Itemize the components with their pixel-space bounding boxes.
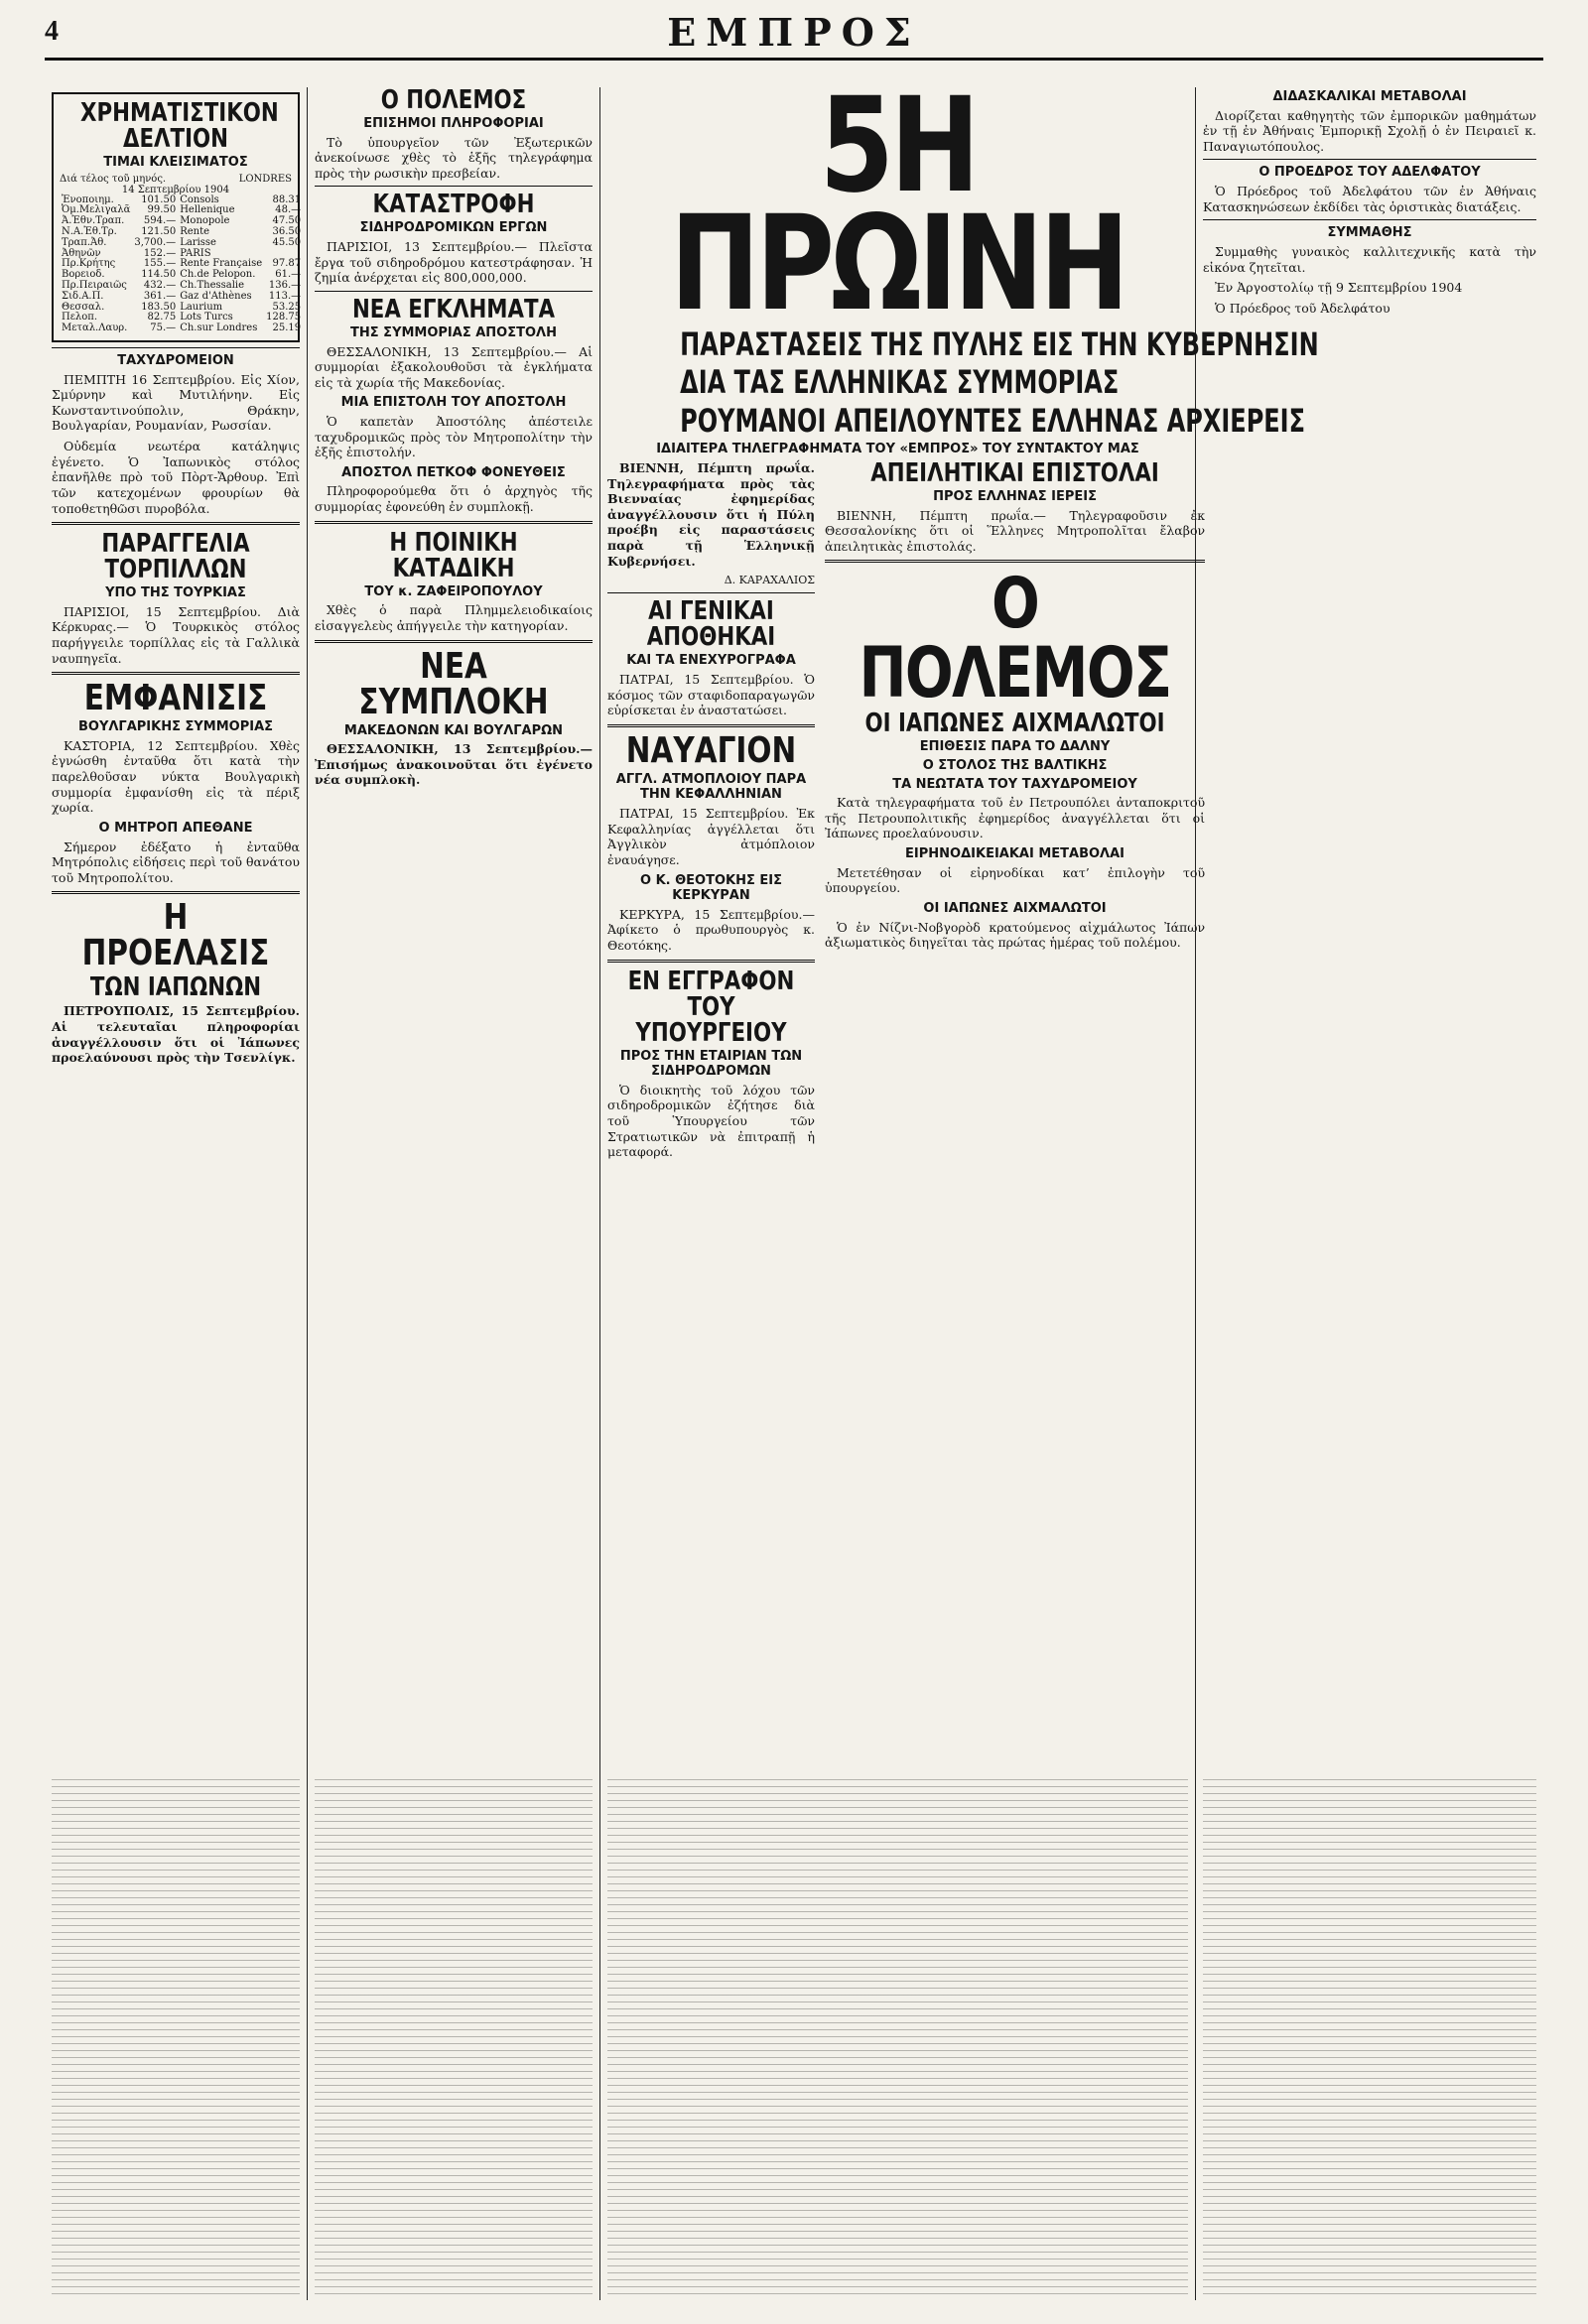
letters-subtitle: ΠΡΟΣ ΕΛΛΗΝΑΣ ΙΕΡΕΙΣ — [933, 488, 1097, 504]
dense-text-lines — [607, 1779, 1188, 2295]
section-divider — [1203, 159, 1536, 160]
kerkyra-text: ΚΕΡΚΥΡΑ, 15 Σεπτεμβρίου.— Ἀφίκετο ὁ πρωθυπουργὸς κ. Θεοτόκης. — [607, 906, 815, 953]
rate-label: Σιδ.Α.Π. — [62, 290, 104, 302]
rate-value: 88.31 — [272, 194, 302, 205]
section-divider — [52, 522, 300, 525]
death-title: Ο ΜΗΤΡΟΠ ΑΠΕΘΑΝΕ — [98, 820, 253, 836]
page-number: 4 — [45, 16, 59, 47]
masthead — [45, 8, 1543, 61]
rate-label: Ἀ.Ἐθν.Τραπ. — [62, 215, 125, 227]
killed-text: Πληροφορούμεθα ὅτι ὁ ἀρχηγὸς τῆς συμμορίας ἐφονεύθη ἐν συμπλοκῇ. — [315, 483, 593, 515]
advance-title: Η ΠΡΟΕΛΑΣΙΣ — [81, 897, 270, 974]
rate-label: Πρ.Κρήτης — [62, 258, 116, 270]
column-war-news — [308, 87, 600, 2300]
rate-label: Πελοπ. — [62, 312, 98, 323]
advance-subtitle: ΤΩΝ ΙΑΠΩΝΩΝ — [89, 972, 262, 1003]
rate-value: 47.50 — [272, 215, 302, 227]
prisoners-title: ΟΙ ΙΑΠΩΝΕΣ ΑΙΧΜΑΛΩΤΟΙ — [864, 709, 1165, 739]
rate-value: 121.50 — [141, 225, 177, 237]
rate-label: Μεταλ.Λαυρ. — [62, 323, 128, 334]
rate-value: 36.50 — [272, 225, 302, 237]
dalny-attack-label: ΕΠΙΘΕΣΙΣ ΠΑΡΑ ΤΟ ΔΑΛΝΥ — [919, 739, 1111, 755]
section-divider — [315, 186, 593, 187]
rate-label: Ἀθηνῶν — [62, 247, 101, 259]
rate-label: Θεσσαλ. — [62, 301, 105, 313]
rate-label: Consols — [180, 194, 219, 205]
official-info-label: ΕΠΙΣΗΜΟΙ ΠΛΗΡΟΦΟΡΙΑΙ — [363, 116, 544, 131]
rate-label: Larisse — [180, 236, 216, 248]
market-date: 14 Σεπτεμβρίου 1904 — [121, 184, 230, 195]
rate-value: 25.19 — [272, 323, 302, 334]
clash-text: ΘΕΣΣΑΛΟΝΙΚΗ, 13 Σεπτεμβρίου.— Ἐπισήμως ἀνακοινοῦται ὅτι ἐγένετο νέα συμπλοκὴ. — [315, 741, 593, 788]
rate-row — [60, 292, 303, 303]
letters-title: ΑΠΕΙΛΗΤΙΚΑΙ ΕΠΙΣΤΟΛΑΙ — [870, 457, 1159, 488]
section-divider — [607, 592, 815, 593]
section-divider — [315, 291, 593, 292]
gang-label: ΤΗΣ ΣΥΜΜΟΡΙΑΣ ΑΠΟΣΤΟΛΗ — [350, 324, 557, 340]
left-subcolumn — [607, 460, 815, 1165]
rate-value: 99.50 — [147, 204, 177, 216]
rate-label: Πρ.Πειραιῶς — [62, 279, 127, 291]
rate-value: 155.— — [143, 258, 177, 270]
destruction-text: ΠΑΡΙΣΙΟΙ, 13 Σεπτεμβρίου.— Πλεῖστα ἔργα τοῦ σιδηροδρόμου κατεστράφησαν. Ἡ ζημία ἀνέρχεται εἰς 800,000,000. — [315, 239, 593, 286]
section-divider — [52, 347, 300, 348]
decree-text: Ὁ Πρόεδρος τοῦ Ἀδελφάτου τῶν ἐν Ἀθήναις Κατασκηνώσεων ἐκδίδει τὰς ὁριστικὰς διατάξεις. — [1203, 184, 1536, 214]
wreck-title: ΝΑΥΑΓΙΟΝ — [625, 729, 797, 771]
teacher-changes-title: ΔΙΔΑΣΚΑΛΙΚΑΙ ΜΕΤΑΒΟΛΑΙ — [1272, 89, 1467, 104]
peace-text: Μετετέθησαν οἱ εἰρηνοδίκαι κατ’ ἐπιλογὴν τοῦ ὑπουργείου. — [825, 864, 1206, 896]
war-news-text: Οὐδεμία νεωτέρα κατάληψις ἐγένετο. Ὁ Ἰαπωνικὸς στόλος ἐπανῆλθε πρὸ τοῦ Πὸρτ-Ἄρθουρ. Ἐπὶ τῶν κατεχομένων φρουρίων θὰ τοποθετηθῶσι πυροβόλα. — [52, 439, 300, 516]
rate-value: 3,700.— — [134, 236, 177, 248]
rate-label: Βορειοδ. — [62, 269, 105, 281]
rate-label: Ch.Thessalie — [180, 279, 245, 291]
notice-title: ΣΥΜΜΑΘΗΣ — [1327, 225, 1412, 241]
london-label: LONDRES — [238, 173, 292, 185]
rate-value: 45.50 — [272, 236, 302, 248]
rate-value: 152.— — [143, 247, 177, 259]
telegram-source: ΙΔΙΑΙΤΕΡΑ ΤΗΛΕΓΡΑΦΗΜΑΤΑ ΤΟΥ «ΕΜΠΡΟΣ» ΤΟΥ ΣΥΝΤΑΚΤΟΥ ΜΑΣ — [656, 442, 1139, 457]
decree-title: Ο ΠΡΟΕΔΡΟΣ ΤΟΥ ΑΔΕΛΦΑΤΟΥ — [1258, 165, 1481, 181]
torpedo-subtitle: ΥΠΟ ΤΗΣ ΤΟΥΡΚΙΑΣ — [105, 585, 246, 601]
letter-text: Ὁ καπετὰν Ἀποστόλης ἀπέστειλε ταχυδρομικῶς πρὸς τὸν Μητροπολίτην τὴν ἑξῆς ἐπιστολήν. — [315, 414, 593, 460]
rate-value: 61.— — [275, 269, 302, 281]
crimes-text: ΘΕΣΣΑΛΟΝΙΚΗ, 13 Σεπτεμβρίου.— Αἱ συμμορίαι ἐξακολουθοῦσι τὰ ἐγκλήματα εἰς τὰ χωρία τῆς Μακεδονίας. — [315, 343, 593, 390]
appearance-text: ΚΑΣΤΟΡΙΑ, 12 Σεπτεμβρίου. Χθὲς ἐγνώσθη ἐνταῦθα ὅτι κατὰ τὴν παρελθοῦσαν νύκτα Βουλγαρικὴ συμμορία ἐμφανίσθη εἰς τὰ πέριξ χωρία. — [52, 737, 300, 816]
torpedo-title: ΠΑΡΑΓΓΕΛΙΑ ΤΟΡΠΙΛΛΩΝ — [101, 529, 250, 585]
rate-value: 75.— — [150, 323, 177, 334]
death-text: Σήμερον ἐδέξατο ἡ ἐνταῦθα Μητρόπολις εἰδήσεις περὶ τοῦ θανάτου τοῦ Μητροπολίτου. — [52, 839, 300, 885]
war-text: Τὸ ὑπουργεῖον τῶν Ἐξωτερικῶν ἀνεκοίνωσε χθὲς τὸ ἑξῆς τηλεγράφημα πρὸς τὴν ρωσικὴν πρεσβείαν. — [315, 134, 593, 181]
vienna-text: ΒΙΕΝΝΗ, Πέμπτη πρωΐα. Τηλεγραφήματα πρὸς τὰς Βιενναίας ἐφημερίδας ἀναγγέλλουσιν ὅτι ἡ Πύλη προέβη εἰς παραστάσεις παρὰ τῇ Ἑλληνικῇ Κυβερνήσει. — [607, 459, 815, 569]
date-line: Ἐν Ἀργοστολίῳ τῇ 9 Σεπτεμβρίου 1904 — [1215, 280, 1463, 296]
rate-value: 128.75 — [266, 312, 302, 323]
rate-value: 432.— — [143, 279, 177, 291]
rate-label: Hellenique — [180, 204, 235, 216]
dense-text-lines — [52, 1779, 300, 2295]
section-divider — [315, 640, 593, 643]
rate-value: 114.50 — [141, 269, 177, 281]
headline-line-2: ΔΙΑ ΤΑΣ ΕΛΛΗΝΙΚΑΣ ΣΥΜΜΟΡΙΑΣ — [680, 363, 1120, 402]
main-headline: 5Η ΠΡΩΙΝΗ — [670, 69, 1125, 340]
rates-table — [60, 195, 303, 334]
prisoners-subtitle: ΟΙ ΙΑΠΩΝΕΣ ΑΙΧΜΑΛΩΤΟΙ — [923, 900, 1107, 916]
minister-subtitle: ΠΡΟΣ ΤΗΝ ΕΤΑΙΡΙΑΝ ΤΩΝ ΣΙΔΗΡΟΔΡΟΜΩΝ — [619, 1048, 803, 1080]
minister-title: ΕΝ ΕΓΓΡΑΦΟΝ ΤΟΥ ΥΠΟΥΡΓΕΙΟΥ — [627, 966, 795, 1048]
appearance-title: ΕΜΦΑΝΙΣΙΣ — [83, 678, 268, 719]
rate-label: Rente Française — [180, 258, 263, 270]
destruction-title: ΚΑΤΑΣΤΡΟΦΗ — [372, 190, 535, 220]
signer-line: Ὁ Πρόεδρος τοῦ Ἀδελφάτου — [1215, 300, 1390, 316]
baltic-fleet-label: Ο ΣΤΟΛΟΣ ΤΗΣ ΒΑΛΤΙΚΗΣ — [922, 758, 1108, 774]
headline-line-1: ΠΑΡΑΣΤΑΣΕΙΣ ΤΗΣ ΠΥΛΗΣ ΕΙΣ ΤΗΝ ΚΥΒΕΡΝΗΣΙΝ — [680, 324, 1319, 363]
rate-row — [60, 323, 303, 334]
post-news-label: ΤΑ ΝΕΩΤΑΤΑ ΤΟΥ ΤΑΧΥΔΡΟΜΕΙΟΥ — [892, 776, 1137, 792]
rate-label: Lots Turcs — [180, 312, 233, 323]
rate-label: Ch.de Pelopon. — [180, 269, 256, 281]
letter-title: ΜΙΑ ΕΠΙΣΤΟΛΗ ΤΟΥ ΑΠΟΣΤΟΛΗ — [340, 395, 567, 411]
rate-label: Ch.sur Londres — [180, 323, 258, 334]
section-divider — [607, 724, 815, 727]
section-divider — [52, 672, 300, 675]
court-text: Χθὲς ὁ παρὰ Πλημμελειοδικαίοις εἰσαγγελεὺς ἀπήγγειλε τὴν κατηγορίαν. — [315, 602, 593, 633]
right-subcolumn — [825, 457, 1206, 1165]
advance-text: ΠΕΤΡΟΥΠΟΛΙΣ, 15 Σεπτεμβρίου. Αἱ τελευταῖαι πληροφορίαι ἀναγγέλλουσιν ὅτι οἱ Ἰάπωνες προελαύνουσι πρὸς τὴν Τσενλίγκ. — [52, 1003, 300, 1066]
rate-value: 594.— — [143, 215, 177, 227]
author-signature: Δ. ΚΑΡΑΧΑΛΙΟΣ — [724, 574, 815, 587]
rate-value: 136.— — [268, 279, 302, 291]
rate-value: 48.— — [275, 204, 302, 216]
rate-label: Monopole — [180, 215, 230, 227]
crimes-title: ΝΕΑ ΕΓΚΛΗΜΑΤΑ — [351, 294, 556, 324]
rate-value: 361.— — [143, 290, 177, 302]
court-title: Η ΠΟΙΝΙΚΗ ΚΑΤΑΔΙΚΗ — [389, 527, 518, 583]
peace-title: ΕΙΡΗΝΟΔΙΚΕΙΑΚΑΙ ΜΕΤΑΒΟΛΑΙ — [905, 846, 1125, 862]
court-subtitle: ΤΟΥ κ. ΖΑΦΕΙΡΟΠΟΥΛΟΥ — [364, 583, 543, 599]
rate-label: PARIS — [180, 247, 211, 259]
clash-title: ΝΕΑ ΣΥΜΠΛΟΚΗ — [358, 645, 549, 722]
dense-text-lines — [315, 1779, 593, 2295]
rate-value: 97.87 — [272, 258, 302, 270]
notice-text: Συμμαθὴς γυναικὸς καλλιτεχνικῆς κατὰ τὴν εἰκόνα ζητεῖται. — [1203, 243, 1536, 275]
right-war-text: Κατὰ τηλεγραφήματα τοῦ ἐν Πετρουπόλει ἀνταποκριτοῦ τῆς Πετρουπολιτικῆς ἐφημερίδος ἀναγγέλλεται ὅτι οἱ Ἰάπωνες προελαύνουσιν. — [825, 795, 1206, 841]
headline-line-3: ΡΟΥΜΑΝΟΙ ΑΠΕΙΛΟΥΝΤΕΣ ΕΛΛΗΝΑΣ ΑΡΧΙΕΡΕΙΣ — [680, 401, 1306, 440]
kerkyra-title: Ο Κ. ΘΕΟΤΟΚΗΣ ΕΙΣ ΚΕΡΚΥΡΑΝ — [640, 872, 782, 904]
minister-text: Ὁ διοικητὴς τοῦ λόχου τῶν σιδηροδρομικῶν ἐζήτησε διὰ τοῦ Ὑπουργείου τῶν Στρατιωτικῶν νὰ ἐπιτραπῇ ἡ μεταφορά. — [607, 1082, 815, 1160]
teacher-changes-text: Διορίζεται καθηγητὴς τῶν ἐμπορικῶν μαθημάτων ἐν τῇ ἐν Ἀθήναις Ἐμπορικῇ Σχολῇ ὁ ἐν Πειραιεῖ κ. Παναγιωτόπουλος. — [1203, 107, 1536, 154]
wreck-subtitle: ΑΓΓΛ. ΑΤΜΟΠΛΟΙΟΥ ΠΑΡΑ ΤΗΝ ΚΕΦΑΛΛΗΝΙΑΝ — [615, 771, 807, 803]
rate-label: Gaz d'Athènes — [180, 290, 252, 302]
rate-row — [60, 238, 303, 249]
exchange-title: ΧΡΗΜΑΤΙΣΤΙΚΟΝ ΔΕΛΤΙΟΝ — [80, 98, 279, 154]
section-divider — [1203, 219, 1536, 220]
clash-subtitle: ΜΑΚΕΔΟΝΩΝ ΚΑΙ ΒΟΥΛΓΑΡΩΝ — [343, 722, 564, 738]
post-office-text: ΠΕΜΠΤΗ 16 Σεπτεμβρίου. Εἰς Χίον, Σμύρνην καὶ Μυτιλήνην. Εἰς Κωνσταντινούπολιν, Θράκην, Βουλγαρίαν, Ρουμανίαν, Ρωσσίαν. — [52, 371, 300, 434]
closing-prices-label: ΤΙΜΑΙ ΚΛΕΙΣΙΜΑΤΟΣ — [103, 155, 248, 170]
railway-works-label: ΣΙΔΗΡΟΔΡΟΜΙΚΩΝ ΕΡΓΩΝ — [359, 220, 548, 236]
rates-header — [60, 174, 292, 185]
rate-label: Ν.Α.Ἐθ.Τρ. — [62, 225, 117, 237]
post-office-title: ΤΑΧΥΔΡΟΜΕΙΟΝ — [117, 352, 234, 368]
banks-subtitle: ΚΑΙ ΤΑ ΕΝΕΧΥΡΟΓΡΑΦΑ — [626, 653, 796, 669]
rate-value: 101.50 — [141, 194, 177, 205]
article-columns — [45, 69, 1543, 2300]
rate-label: Rente — [180, 225, 210, 237]
war-title: Ο ΠΟΛΕΜΟΣ — [380, 85, 527, 115]
rate-label: Laurium — [180, 301, 223, 313]
section-divider — [315, 521, 593, 524]
war-section-title: Ο ΠΟΛΕΜΟΣ — [859, 563, 1171, 714]
killed-title: ΑΠΟΣΤΟΛ ΠΕΤΚΟΦ ΦΟΝΕΥΘΕΙΣ — [341, 464, 566, 480]
section-divider — [607, 960, 815, 963]
banks-title: ΑΙ ΓΕΝΙΚΑΙ ΑΠΟΘΗΚΑΙ — [646, 596, 776, 653]
rate-value: 183.50 — [141, 301, 177, 313]
rate-label: Ἐνοποιημ. — [62, 194, 114, 205]
column-market-news — [45, 87, 308, 2300]
banks-text: ΠΑΤΡΑΙ, 15 Σεπτεμβρίου. Ὁ κόσμος τῶν σταφιδοπαραγωγῶν εὑρίσκεται ἐν ἀναστατώσει. — [607, 671, 815, 718]
section-divider — [52, 891, 300, 894]
rate-value: 82.75 — [147, 312, 177, 323]
wreck-text: ΠΑΤΡΑΙ, 15 Σεπτεμβρίου. Ἐκ Κεφαλληνίας ἀγγέλλεται ὅτι Ἀγγλικὸν ἀτμόπλοιον ἐναυάγησε. — [607, 806, 815, 867]
newspaper-title: ΕΜΠΡΟΣ — [667, 10, 921, 55]
prisoners-text: Ὁ ἐν Νίζνι-Νοβγορὸδ κρατούμενος αἰχμάλωτος Ἰάπων ἀξιωματικὸς διηγεῖται τὰς πρώτας ἡμέρας τοῦ πολέμου. — [825, 919, 1206, 951]
column-notices — [1196, 87, 1543, 2300]
rate-label: Τραπ.Ἀθ. — [62, 236, 107, 248]
end-month-label: Διά τέλος τοῦ μηνός. — [60, 173, 167, 185]
front-news-split — [607, 457, 1206, 1165]
letters-text: ΒΙΕΝΝΗ, Πέμπτη πρωΐα.— Τηλεγραφοῦσιν ἐκ Θεσσαλονίκης ὅτι οἱ Ἕλληνες Μητροπολῖται ἔλαβον ἀπειλητικὰς ἐπιστολάς. — [825, 507, 1206, 554]
rate-value: 53.25 — [272, 301, 302, 313]
torpedo-text: ΠΑΡΙΣΙΟΙ, 15 Σεπτεμβρίου. Διὰ Κέρκυρας.— Ὁ Τουρκικὸς στόλος παρήγγειλε τορπίλλας εἰς τὰ Γαλλικὰ ναυπηγεῖα. — [52, 603, 300, 666]
rate-value: 113.— — [268, 290, 302, 302]
rate-label: Ὀμ.Μελιγαλᾶ — [62, 204, 131, 216]
dense-text-lines — [1203, 1779, 1536, 2295]
appearance-subtitle: ΒΟΥΛΓΑΡΙΚΗΣ ΣΥΜΜΟΡΙΑΣ — [77, 719, 274, 735]
exchange-box — [52, 92, 300, 342]
